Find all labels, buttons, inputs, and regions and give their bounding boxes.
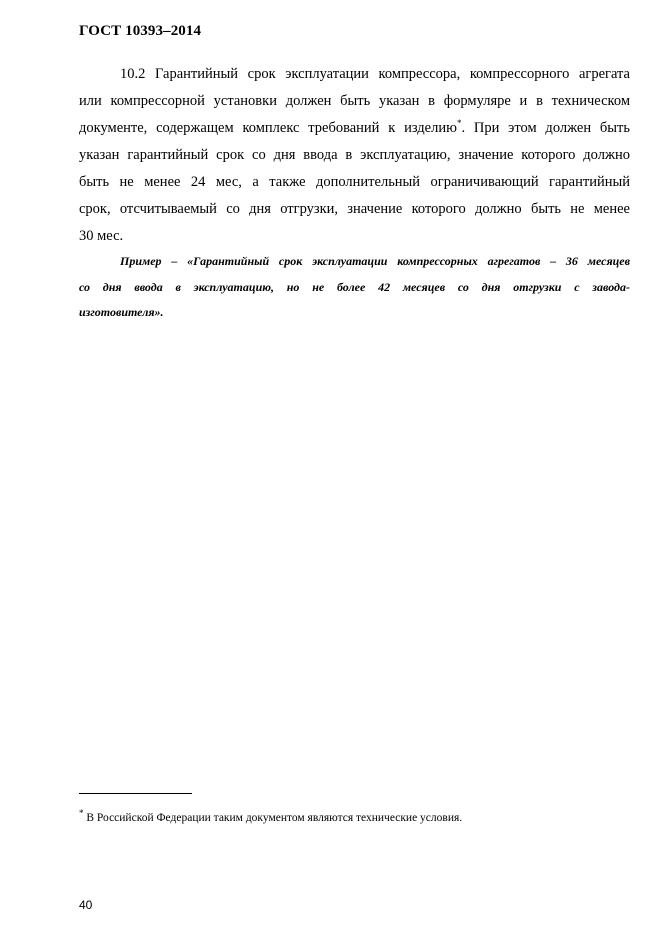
footnote-separator xyxy=(79,793,192,794)
page-number: 40 xyxy=(79,898,93,912)
paragraph-line: указан гарантийный срок со дня ввода в эксплуатацию, значение которого должно xyxy=(79,147,630,163)
paragraph-10-2 xyxy=(79,61,630,250)
paragraph-line: быть не менее 24 мес, а также дополнительный ограничивающий гарантийный xyxy=(79,174,630,190)
example-line: изготовителя». xyxy=(79,305,164,319)
example-line: со дня ввода в эксплуатацию, но не более 42 месяцев со дня отгрузки с завода- xyxy=(79,279,630,294)
paragraph-line: или компрессорной установки должен быть указан в формуляре и в техническом xyxy=(79,93,630,109)
footnote-reference[interactable]: * xyxy=(456,118,462,129)
paragraph-line: срок, отсчитываемый со дня отгрузки, значение которого должно быть не менее xyxy=(79,201,630,217)
paragraph-line-text: документе, содержащем комплекс требований к изделию xyxy=(79,120,457,136)
footnote-mark: * xyxy=(79,808,84,819)
paragraph-line-tail: . При этом должен быть xyxy=(461,120,630,136)
footnote xyxy=(79,808,463,824)
paragraph-line: 10.2 Гарантийный срок эксплуатации компрессора, компрессорного агрегата xyxy=(120,66,630,82)
paragraph-line-with-footnote xyxy=(79,115,630,142)
footnote-text: В Российской Федерации таким документом являются технические условия. xyxy=(83,812,463,824)
example-block xyxy=(79,249,630,326)
paragraph-line: 30 мес. xyxy=(79,228,124,244)
example-line: Пример – «Гарантийный срок эксплуатации компрессорных агрегатов – 36 месяцев xyxy=(120,254,630,268)
document-header: ГОСТ 10393–2014 xyxy=(79,23,202,39)
